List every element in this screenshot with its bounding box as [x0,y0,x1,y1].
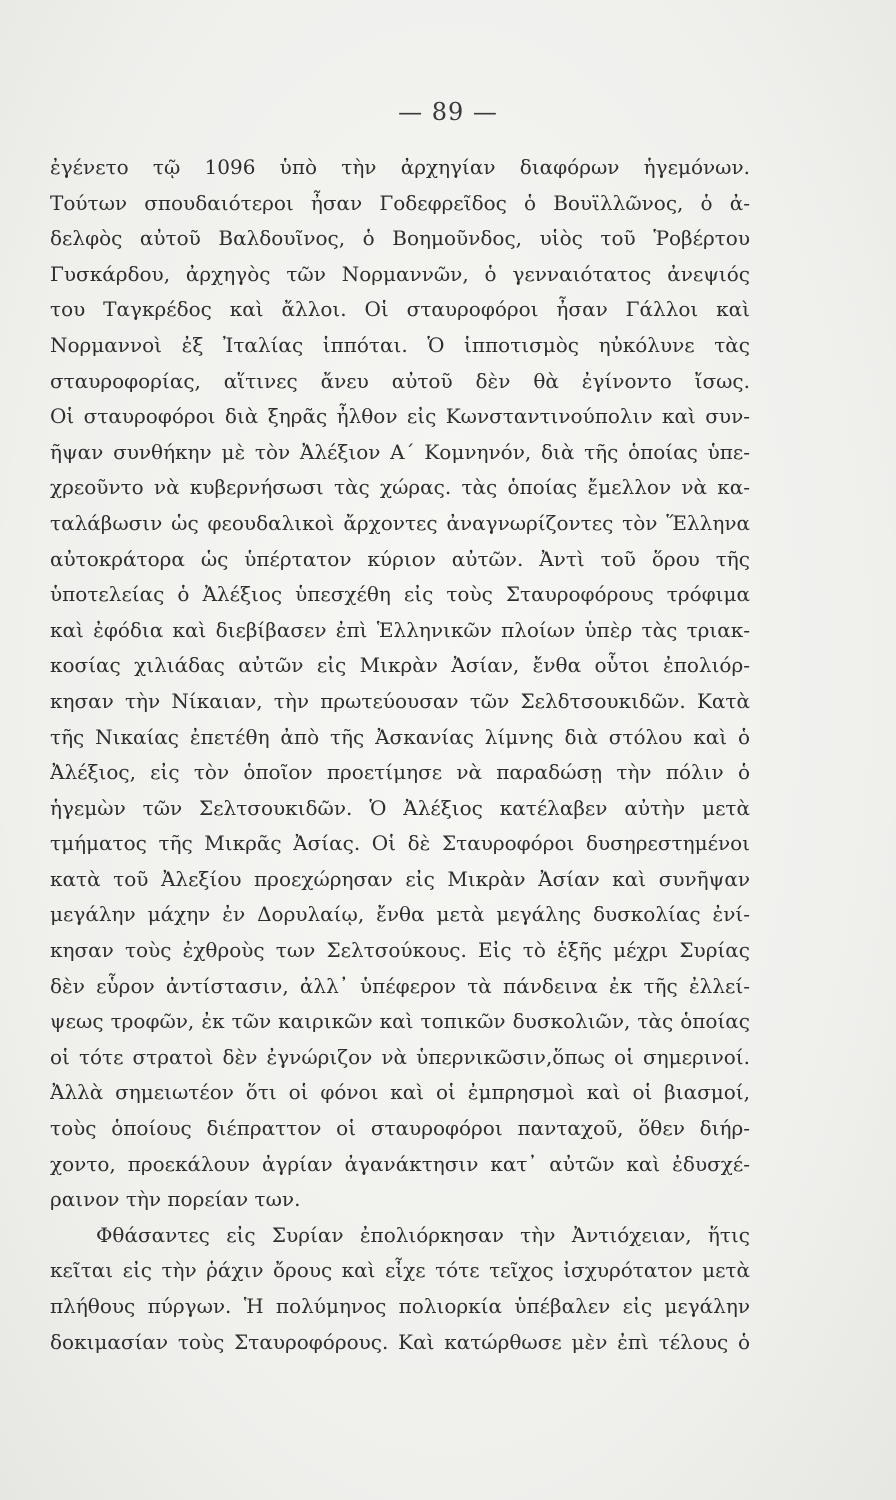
text-line: δὲν εὗρον ἀντίστασιν, ἀλλ᾽ ὑπέφερον τὰ πάνδεινα ἐκ τῆς ἐλλεί- [50,973,750,998]
text-line: δοκιμασίαν τοὺς Σταυροφόρους. Καὶ κατώρθωσε μὲν ἐπὶ τέλους ὁ [50,1329,750,1354]
text-line: ταλάβωσιν ὡς φεουδαλικοὶ ἄρχοντες ἀναγνωρίζοντες τὸν Ἕλληνα [50,510,750,535]
text-line: χρεοῦντο νὰ κυβερνήσωσι τὰς χώρας. τὰς ὁποίας ἔμελλον νὰ κα- [50,475,750,500]
text-line: κοσίας χιλιάδας αὐτῶν εἰς Μικρὰν Ἀσίαν, ἔνθα οὗτοι ἐπολιόρ- [50,653,750,678]
text-line: Φθάσαντες εἰς Συρίαν ἐπολιόρκησαν τὴν Ἀντιόχειαν, ἥτις [96,1222,750,1247]
text-line: σταυροφορίας, αἵτινες ἄνευ αὐτοῦ δὲν θὰ ἐγίνοντο ἴσως. [50,368,750,393]
page-number: — 89 — [398,98,498,126]
text-line: ἐγένετο τῷ 1096 ὑπὸ τὴν ἀρχηγίαν διαφόρων ἡγεμόνων. [50,155,750,179]
text-line: του Ταγκρέδος καὶ ἄλλοι. Οἱ σταυροφόροι ἦσαν Γάλλοι καὶ [50,297,750,322]
text-line: Τούτων σπουδαιότεροι ἦσαν Γοδεφρεῖδος ὁ Βουϊλλῶνος, ὁ ἀ- [50,190,750,215]
text-line: ραινον τὴν πορείαν των. [50,1187,301,1212]
text-line: τῆς Νικαίας ἐπετέθη ἀπὸ τῆς Ἀσκανίας λίμνης διὰ στόλου καὶ ὁ [50,724,750,749]
text-line: κησαν τὴν Νίκαιαν, τὴν πρωτεύουσαν τῶν Σελδτσουκιδῶν. Κατὰ [50,688,750,713]
text-line: Γυσκάρδου, ἀρχηγὸς τῶν Νορμαννῶν, ὁ γενναιότατος ἀνεψιός [50,261,750,286]
text-line: χοντο, προεκάλουν ἀγρίαν ἀγανάκτησιν κατ᾽ αὐτῶν καὶ ἐδυσχέ- [50,1151,750,1176]
text-line: ὑποτελείας ὁ Ἀλέξιος ὑπεσχέθη εἰς τοὺς Σταυροφόρους τρόφιμα [50,582,750,607]
text-line: τμήματος τῆς Μικρᾶς Ἀσίας. Οἱ δὲ Σταυροφόροι δυσηρεστημένοι [50,831,750,856]
text-line: οἱ τότε στρατοὶ δὲν ἐγνώριζον νὰ ὑπερνικῶσιν,ὅπως οἱ σημερινοί. [50,1044,750,1069]
text-line: δελφὸς αὐτοῦ Βαλδουῖνος, ὁ Βοημοῦνδος, υἱὸς τοῦ Ῥοβέρτου [50,226,750,251]
text-line: μεγάλην μάχην ἐν Δορυλαίῳ, ἔνθα μετὰ μεγάλης δυσκολίας ἐνί- [50,902,750,927]
text-line: Ἀλλὰ σημειωτέον ὅτι οἱ φόνοι καὶ οἱ ἐμπρησμοὶ καὶ οἱ βιασμοί, [50,1080,750,1105]
text-line: τοὺς ὁποίους διέπραττον οἱ σταυροφόροι πανταχοῦ, ὅθεν διήρ- [50,1116,750,1141]
text-line: πλήθους πύργων. Ἡ πολύμηνος πολιορκία ὑπέβαλεν εἰς μεγάλην [50,1294,750,1318]
text-line: καὶ ἐφόδια καὶ διεβίβασεν ἐπὶ Ἑλληνικῶν πλοίων ὑπὲρ τὰς τριακ- [50,617,750,642]
body-text [50,150,750,1360]
text-line: κησαν τοὺς ἐχθροὺς των Σελτσούκους. Εἰς τὸ ἑξῆς μέχρι Συρίας [50,938,750,963]
text-line: κατὰ τοῦ Ἀλεξίου προεχώρησαν εἰς Μικρὰν Ἀσίαν καὶ συνῆψαν [50,866,750,891]
text-line: ψεως τροφῶν, ἐκ τῶν καιρικῶν καὶ τοπικῶν δυσκολιῶν, τὰς ὁποίας [50,1009,750,1034]
text-line: ῆψαν συνθήκην μὲ τὸν Ἀλέξιον Α΄ Κομνηνόν, διὰ τῆς ὁποίας ὑπε- [50,439,750,464]
text-line: Νορμαννοὶ ἐξ Ἰταλίας ἱππόται. Ὁ ἱπποτισμὸς ηὐκόλυνε τὰς [50,332,750,357]
text-line: Ἀλέξιος, εἰς τὸν ὁποῖον προετίμησε νὰ παραδώσῃ τὴν πόλιν ὁ [50,760,750,785]
text-line: αὐτοκράτορα ὡς ὑπέρτατον κύριον αὐτῶν. Ἀντὶ τοῦ ὅρου τῆς [50,546,750,571]
text-line: Οἱ σταυροφόροι διὰ ξηρᾶς ἦλθον εἰς Κωνσταντινούπολιν καὶ συν- [50,404,750,429]
text-line: ἡγεμὼν τῶν Σελτσουκιδῶν. Ὁ Ἀλέξιος κατέλαβεν αὐτὴν μετὰ [50,795,750,820]
text-line: κεῖται εἰς τὴν ῥάχιν ὄρους καὶ εἶχε τότε τεῖχος ἰσχυρότατον μετὰ [50,1258,750,1283]
